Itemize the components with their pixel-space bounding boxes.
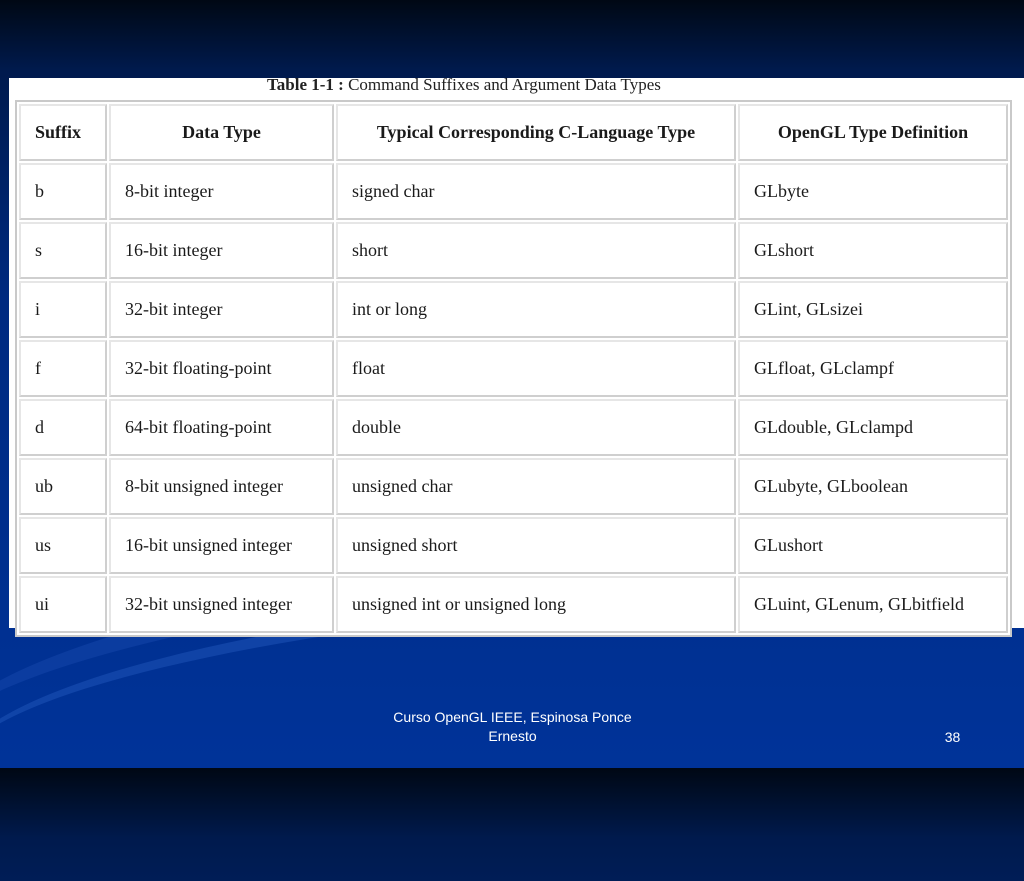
cell-suffix: b bbox=[19, 163, 107, 220]
cell-opengl-type: GLshort bbox=[738, 222, 1008, 279]
cell-data-type: 32-bit unsigned integer bbox=[109, 576, 334, 633]
header-suffix: Suffix bbox=[19, 104, 107, 161]
table-caption-text: Command Suffixes and Argument Data Types bbox=[348, 78, 661, 94]
cell-opengl-type: GLint, GLsizei bbox=[738, 281, 1008, 338]
cell-suffix: us bbox=[19, 517, 107, 574]
cell-data-type: 64-bit floating-point bbox=[109, 399, 334, 456]
suffix-data-type-table bbox=[15, 100, 1012, 637]
cell-suffix: i bbox=[19, 281, 107, 338]
cell-c-type: unsigned int or unsigned long bbox=[336, 576, 736, 633]
header-opengl-type-definition: OpenGL Type Definition bbox=[738, 104, 1008, 161]
table-row bbox=[19, 281, 1008, 338]
footer-author-line1: Curso OpenGL IEEE, Espinosa Ponce bbox=[393, 709, 632, 725]
cell-opengl-type: GLushort bbox=[738, 517, 1008, 574]
cell-opengl-type: GLdouble, GLclampd bbox=[738, 399, 1008, 456]
cell-suffix: ui bbox=[19, 576, 107, 633]
cell-c-type: short bbox=[336, 222, 736, 279]
footer-author-line2: Ernesto bbox=[488, 728, 537, 744]
cell-opengl-type: GLuint, GLenum, GLbitfield bbox=[738, 576, 1008, 633]
cell-c-type: unsigned short bbox=[336, 517, 736, 574]
table-row bbox=[19, 163, 1008, 220]
table-row bbox=[19, 458, 1008, 515]
cell-c-type: signed char bbox=[336, 163, 736, 220]
table-header-row bbox=[19, 104, 1008, 161]
cell-data-type: 16-bit integer bbox=[109, 222, 334, 279]
cell-c-type: int or long bbox=[336, 281, 736, 338]
slide-footer bbox=[340, 708, 685, 746]
cell-opengl-type: GLfloat, GLclampf bbox=[738, 340, 1008, 397]
table-row bbox=[19, 340, 1008, 397]
header-c-language-type: Typical Corresponding C-Language Type bbox=[336, 104, 736, 161]
table-row bbox=[19, 399, 1008, 456]
cell-c-type: double bbox=[336, 399, 736, 456]
cell-data-type: 8-bit integer bbox=[109, 163, 334, 220]
cell-opengl-type: GLubyte, GLboolean bbox=[738, 458, 1008, 515]
cell-data-type: 32-bit integer bbox=[109, 281, 334, 338]
cell-c-type: float bbox=[336, 340, 736, 397]
cell-suffix: s bbox=[19, 222, 107, 279]
cell-c-type: unsigned char bbox=[336, 458, 736, 515]
cell-data-type: 8-bit unsigned integer bbox=[109, 458, 334, 515]
table-caption bbox=[9, 78, 1024, 94]
cell-suffix: f bbox=[19, 340, 107, 397]
cell-suffix: ub bbox=[19, 458, 107, 515]
table-row bbox=[19, 222, 1008, 279]
cell-data-type: 16-bit unsigned integer bbox=[109, 517, 334, 574]
header-data-type: Data Type bbox=[109, 104, 334, 161]
cell-opengl-type: GLbyte bbox=[738, 163, 1008, 220]
table-row bbox=[19, 517, 1008, 574]
table-caption-label: Table 1-1 : bbox=[267, 78, 344, 94]
slide-number: 38 bbox=[944, 729, 961, 745]
cell-suffix: d bbox=[19, 399, 107, 456]
table-image-panel bbox=[9, 78, 1024, 628]
cell-data-type: 32-bit floating-point bbox=[109, 340, 334, 397]
table-row bbox=[19, 576, 1008, 633]
